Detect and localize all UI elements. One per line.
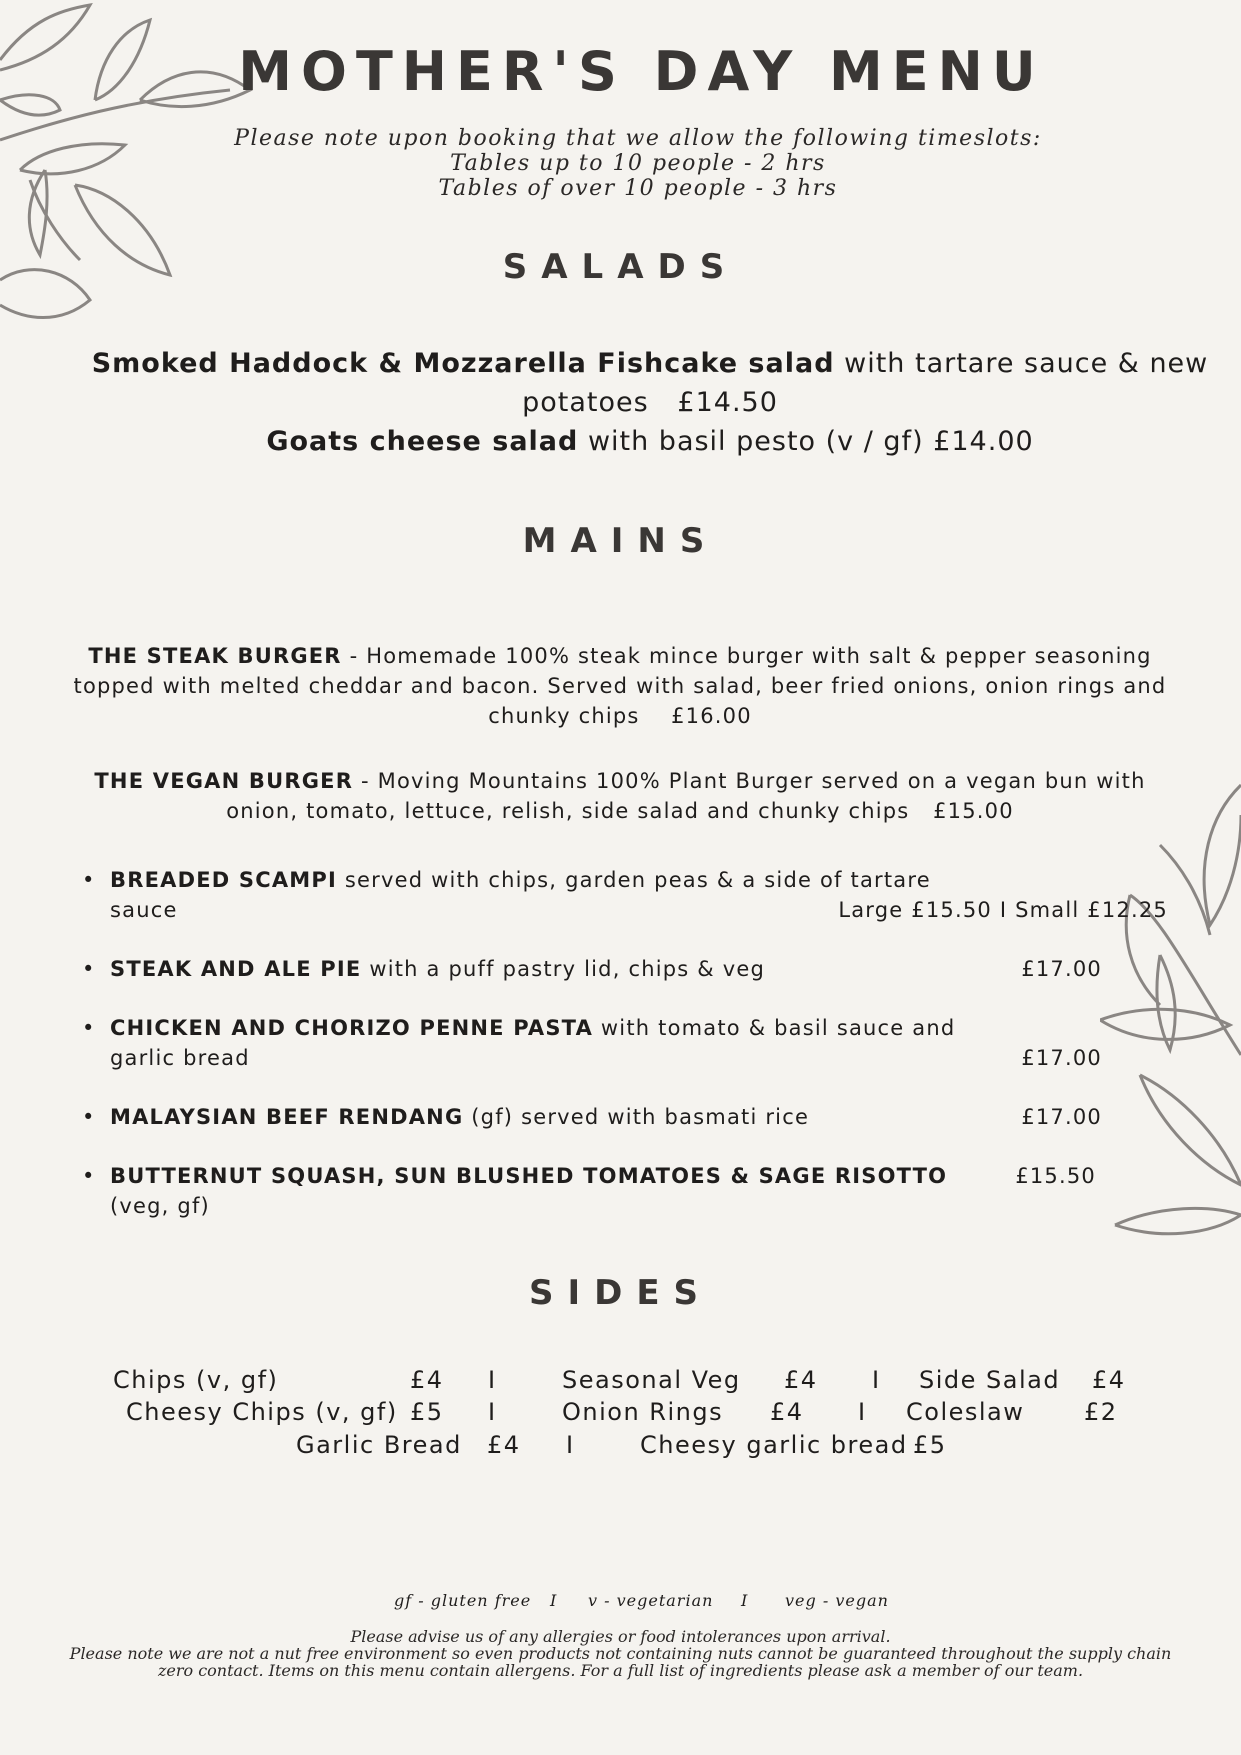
side-price: £5	[913, 1431, 947, 1459]
main-desc: (veg, gf)	[110, 1194, 210, 1218]
bullet-dot: •	[82, 1016, 96, 1040]
main-list-item	[82, 1013, 1102, 1073]
side-price: £2	[1084, 1398, 1118, 1426]
salads-heading: SALADS	[502, 247, 739, 287]
main-price: Large £15.50 I Small £12.25	[838, 898, 1168, 922]
main-list-item	[82, 1161, 1102, 1221]
side-name: Cheesy garlic bread	[640, 1431, 908, 1459]
main-desc: - Homemade 100% steak mince burger with salt & pepper seasoning topped with melted cheddar and bacon. Served with salad, beer fried onions, onion rings and chunky chips	[73, 644, 1167, 728]
main-name: BREADED SCAMPI	[110, 868, 337, 892]
side-price: £4	[410, 1366, 444, 1394]
side-name: Onion Rings	[562, 1398, 724, 1426]
legend-gf: gf - gluten free	[394, 1591, 532, 1610]
main-list-item	[82, 865, 1168, 925]
main-list-item	[82, 1102, 1102, 1132]
salad-name: Smoked Haddock & Mozzarella Fishcake salad	[91, 348, 835, 379]
separator: I	[488, 1366, 497, 1394]
main-featured-item	[70, 766, 1170, 826]
sides-row	[0, 1366, 1241, 1398]
sides-row	[0, 1398, 1241, 1430]
separator: I	[858, 1398, 867, 1426]
allergen-notice	[0, 1628, 1241, 1679]
legend-v: v - vegetarian	[588, 1591, 714, 1610]
side-name: Side Salad	[919, 1366, 1061, 1394]
sides-heading: SIDES	[528, 1273, 713, 1313]
salads-list	[90, 344, 1210, 461]
separator: I	[566, 1431, 575, 1459]
main-price: £17.00	[1021, 1105, 1102, 1129]
legend-veg: veg - vegan	[785, 1591, 889, 1610]
main-featured-item	[70, 641, 1170, 731]
main-name: BUTTERNUT SQUASH, SUN BLUSHED TOMATOES & SAGE RISOTTO	[110, 1164, 948, 1188]
main-list-item	[82, 954, 1102, 984]
footer-line: Please advise us of any allergies or food intolerances upon arrival.	[350, 1627, 891, 1646]
side-name: Chips (v, gf)	[113, 1366, 279, 1394]
leaf-decoration-right	[1100, 775, 1241, 1255]
salad-item	[90, 422, 1210, 461]
main-desc: with tomato & basil sauce and garlic bread	[110, 1016, 956, 1070]
main-price: £15.00	[933, 799, 1014, 823]
main-name: CHICKEN AND CHORIZO PENNE PASTA	[110, 1016, 594, 1040]
main-name: STEAK AND ALE PIE	[110, 957, 362, 981]
separator: I	[872, 1366, 881, 1394]
side-name: Seasonal Veg	[562, 1366, 741, 1394]
separator: I	[550, 1591, 558, 1610]
separator: I	[741, 1591, 749, 1610]
sides-row	[0, 1431, 1241, 1463]
bullet-dot: •	[82, 1105, 96, 1129]
side-price: £4	[487, 1431, 521, 1459]
side-name: Coleslaw	[906, 1398, 1025, 1426]
side-name: Garlic Bread	[296, 1431, 462, 1459]
salad-name: Goats cheese salad	[266, 426, 579, 457]
salad-item	[90, 344, 1210, 422]
bullet-dot: •	[82, 868, 96, 892]
main-desc: (gf) served with basmati rice	[463, 1105, 810, 1129]
salad-price: £14.50	[677, 387, 778, 418]
booking-note-line: Tables of over 10 people - 3 hrs	[438, 176, 838, 201]
main-desc: served with chips, garden peas & a side of tartare sauce	[110, 868, 931, 922]
main-price: £17.00	[1021, 1046, 1102, 1070]
bullet-dot: •	[82, 1164, 96, 1188]
main-name: MALAYSIAN BEEF RENDANG	[110, 1105, 464, 1129]
main-desc: with a puff pastry lid, chips & veg	[361, 957, 766, 981]
mains-heading: MAINS	[522, 521, 719, 561]
booking-note-line: Tables up to 10 people - 2 hrs	[450, 151, 826, 176]
side-price: £4	[770, 1398, 804, 1426]
main-price: £16.00	[671, 704, 752, 728]
salad-price: £14.00	[933, 426, 1034, 457]
side-price: £4	[1092, 1366, 1126, 1394]
side-price: £4	[784, 1366, 818, 1394]
main-price: £17.00	[1021, 957, 1102, 981]
bullet-dot: •	[82, 957, 96, 981]
main-name: THE VEGAN BURGER	[94, 769, 354, 793]
menu-title: MOTHER'S DAY MENU	[238, 40, 1045, 103]
footer-line: Please note we are not a nut free environment so even products not containing nuts cannot be guaranteed throughout the supply chain	[69, 1644, 1172, 1663]
separator: I	[488, 1398, 497, 1426]
main-desc: - Moving Mountains 100% Plant Burger served on a vegan bun with onion, tomato, lettuce, relish, side salad and chunky chips	[226, 769, 1146, 823]
booking-note-line: Please note upon booking that we allow the following timeslots:	[234, 126, 1042, 151]
salad-desc: with tartare sauce & new potatoes	[522, 348, 1209, 418]
footer-line: zero contact. Items on this menu contain allergens. For a full list of ingredients please ask a member of our team.	[157, 1661, 1084, 1680]
side-price: £5	[410, 1398, 444, 1426]
salad-desc: with basil pesto (v / gf)	[578, 426, 924, 457]
side-name: Cheesy Chips (v, gf)	[126, 1398, 398, 1426]
booking-note	[0, 126, 1241, 201]
main-name: THE STEAK BURGER	[88, 644, 342, 668]
main-price: £15.50	[1015, 1164, 1096, 1188]
